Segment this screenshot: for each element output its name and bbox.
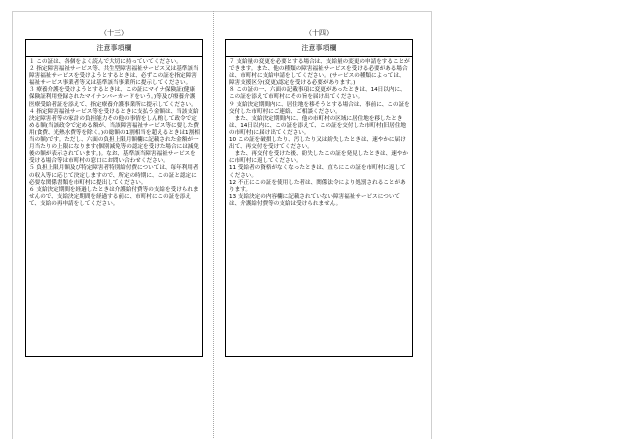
notes-box [225, 39, 413, 357]
certificate-sheet [12, 11, 432, 439]
page-number: （十三） [100, 29, 128, 37]
page-number: （十四） [305, 29, 333, 37]
note-item: 11 受給者の資格がなくなったときは、直ちにこの証を市町村に返してください。 [229, 165, 406, 179]
note-item: また、支給決定期間内に、他の市町村の区域に居住地を移したときは、14日以内に、この証を添えて、この証を交付した市町村(旧居住地の市町村)に届け出てください。 [229, 115, 407, 136]
note-item: ６ 支給決定期間を経過したときは介護給付費等の支給を受けられませんので、支給決定期間を経過する前に、市町村にこの証を添えて、支給の再申請をしてください。 [29, 186, 199, 207]
notes-list [226, 57, 412, 208]
note-item: ８ この証の一、六面の記載事項に変更があったときは、14日以内に、この証を添えて市町村にその旨を届け出てください。 [229, 87, 406, 101]
note-item: また、再交付を受けた後、紛失したこの証を発見したときは、速やかに市町村に返してください。 [229, 151, 409, 165]
note-item: １ この証は、各個をよく読んで大切に持っていてください。 [29, 59, 182, 65]
notes-heading: 注意事項欄 [226, 40, 412, 57]
note-item: ５ 負担上限月額及び特定障害者特別給付費については、毎年利用者の収入等に応じて決定しますので、所定の時期に、この証と認定に必要な関係書類を市町村に提出してください。 [29, 165, 199, 186]
note-item: ９ 支給決定期間内に、居住地を移そうとする場合は、事前に、この証を交付した市町村にご連絡、ご相談ください。 [229, 101, 410, 115]
notes-box [25, 39, 203, 357]
note-item: ７ 支給量の変更を必要とする場合は、支給量の変更の申請をすることができます。また、他の種類の障害福祉サービスを受ける必要がある場合は、市町村に支給申請をしてください。(サービスの種類によっては、障害支援区分(変更)認定を受ける必要があります。) [229, 59, 410, 87]
note-item: ２ 指定障害福祉サービス等、共生型障害福祉サービス又は基準該当障害福祉サービスを受けようとするときは、必ずこの証を指定障害福祉サービス事業者等又は基準該当事業所に提示してください。 [29, 66, 199, 87]
note-item: ４ 指定障害福祉サービス等を受けるときに支払う金額は、当該支給決定障害者等の家計の負担能力その他の事情をしん酌して政令で定める額(当該政令で定める額が、当該障害福祉サービス等に要した費用(食費、光熱水費等を除く。)の総額の1割相当を超えるときは1割相当の額)です。ただし、六面の負担上限月額欄に記載された金額が一月当たりの上限になります(個別減免等の認定を受けた場合には減免後の額が表示されています。)。なお、基準該当障害福祉サービスを受ける場合等は市町村の窓口にお問い合わせください。 [29, 108, 200, 165]
note-item: ３ 療養介護を受けようとするときは、この証にマイナ保険証(健康保険証利用登録されたマイナンバーカードをいう。)等及び療養介護医療受給者証を添えて、指定療養介護事業所に提示してください。 [29, 87, 197, 108]
note-item: 12 不正にこの証を使用した者は、関係法令により処罰されることがあります。 [229, 179, 406, 193]
notes-heading: 注意事項欄 [26, 40, 202, 57]
fold-line [213, 11, 214, 438]
note-item: 13 支給決定の内容欄に記載されていない障害福祉サービスについては、介護給付費等の支給は受けられません。 [229, 193, 401, 207]
note-item: 10 この証を破損したり、汚したり又は紛失したときは、速やかに届け出て、再交付を受けてください。 [229, 137, 406, 151]
notes-list [26, 57, 202, 208]
